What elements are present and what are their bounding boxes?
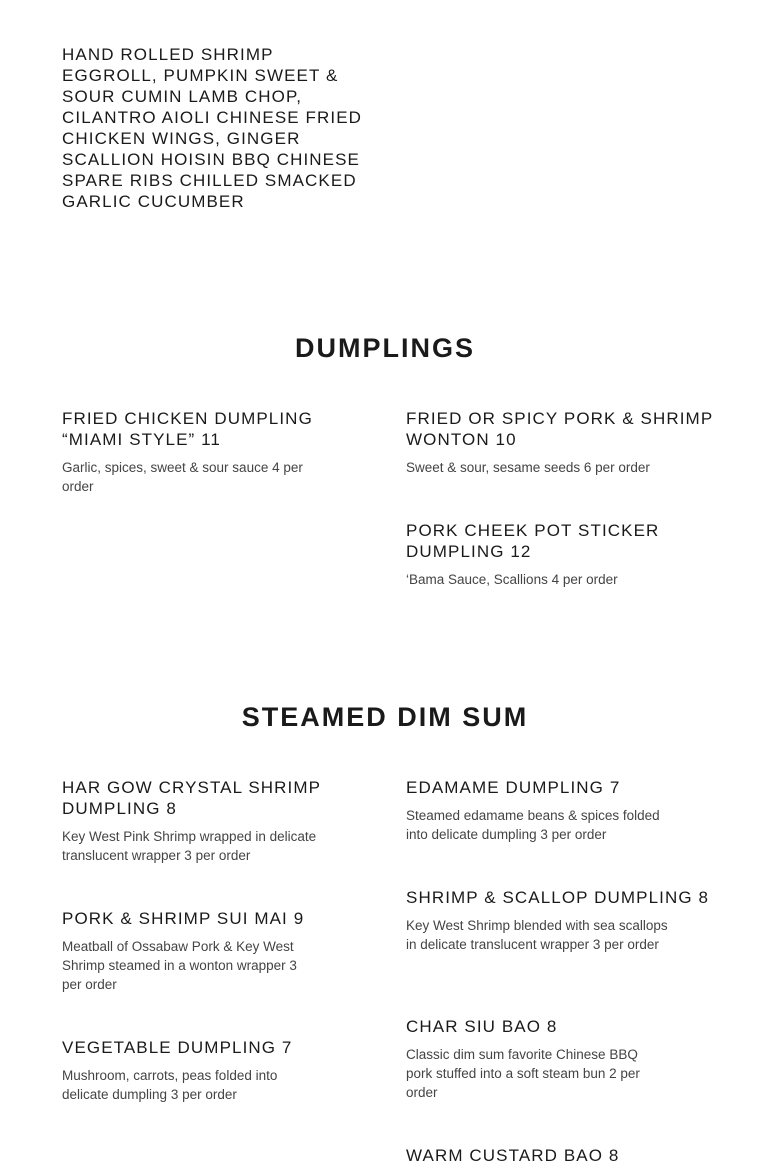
dumplings-section-title: DUMPLINGS bbox=[295, 333, 475, 363]
menu-item-warm-custard-bao bbox=[406, 1145, 736, 1174]
menu-item-shrimp-scallop-dumpling bbox=[406, 887, 736, 954]
menu-item-name: FRIED OR SPICY PORK & SHRIMP WONTON 10 bbox=[406, 409, 713, 449]
menu-item-description: Mushroom, carrots, peas folded into delicate dumpling 3 per order bbox=[62, 1068, 278, 1102]
menu-item-name: PORK & SHRIMP SUI MAI 9 bbox=[62, 909, 305, 928]
menu-item-pork-shrimp-wonton bbox=[406, 408, 736, 477]
menu-item-description: Steamed edamame beans & spices folded into delicate dumpling 3 per order bbox=[406, 808, 660, 842]
menu-item-pork-shrimp-sui-mai bbox=[62, 908, 392, 994]
menu-item-description: Garlic, spices, sweet & sour sauce 4 per order bbox=[62, 460, 303, 494]
menu-item-description: Sweet & sour, sesame seeds 6 per order bbox=[406, 460, 650, 475]
menu-item-edamame-dumpling bbox=[406, 777, 736, 844]
menu-item-vegetable-dumpling bbox=[62, 1037, 392, 1104]
menu-item-char-siu-bao bbox=[406, 1016, 736, 1102]
menu-item-description: Classic dim sum favorite Chinese BBQ pork stuffed into a soft steam bun 2 per order bbox=[406, 1047, 640, 1100]
menu-item-name: VEGETABLE DUMPLING 7 bbox=[62, 1038, 293, 1057]
menu-item-name: WARM CUSTARD BAO 8 bbox=[406, 1146, 620, 1165]
menu-item-description: Key West Shrimp blended with sea scallops in delicate translucent wrapper 3 per order bbox=[406, 918, 668, 952]
menu-item-name: EDAMAME DUMPLING 7 bbox=[406, 778, 621, 797]
menu-item-name: HAR GOW CRYSTAL SHRIMP DUMPLING 8 bbox=[62, 778, 321, 818]
menu-item-har-gow bbox=[62, 777, 392, 865]
menu-item-description: Key West Pink Shrimp wrapped in delicate translucent wrapper 3 per order bbox=[62, 829, 317, 863]
menu-item-description: Meatball of Ossabaw Pork & Key West Shrimp steamed in a wonton wrapper 3 per order bbox=[62, 939, 297, 992]
menu-item-name: PORK CHEEK POT STICKER DUMPLING 12 bbox=[406, 521, 660, 561]
menu-item-description: ‘Bama Sauce, Scallions 4 per order bbox=[406, 572, 618, 587]
menu-item-name: SHRIMP & SCALLOP DUMPLING 8 bbox=[406, 888, 710, 907]
steamed-dim-sum-section-title: STEAMED DIM SUM bbox=[241, 702, 529, 732]
menu-item-pork-cheek-pot-sticker bbox=[406, 520, 736, 589]
menu-item-name: CHAR SIU BAO 8 bbox=[406, 1017, 558, 1036]
menu-item-name: FRIED CHICKEN DUMPLING “MIAMI STYLE” 11 bbox=[62, 409, 313, 449]
menu-item-fried-chicken-dumpling bbox=[62, 408, 392, 496]
intro-items-list: HAND ROLLED SHRIMP EGGROLL, PUMPKIN SWEET & SOUR CUMIN LAMB CHOP, CILANTRO AIOLI CHINESE FRIED CHICKEN WINGS, GINGER SCALLION HOISIN BBQ CHINESE SPARE RIBS CHILLED SMACKED GARLIC CUCUMBER bbox=[62, 45, 363, 211]
